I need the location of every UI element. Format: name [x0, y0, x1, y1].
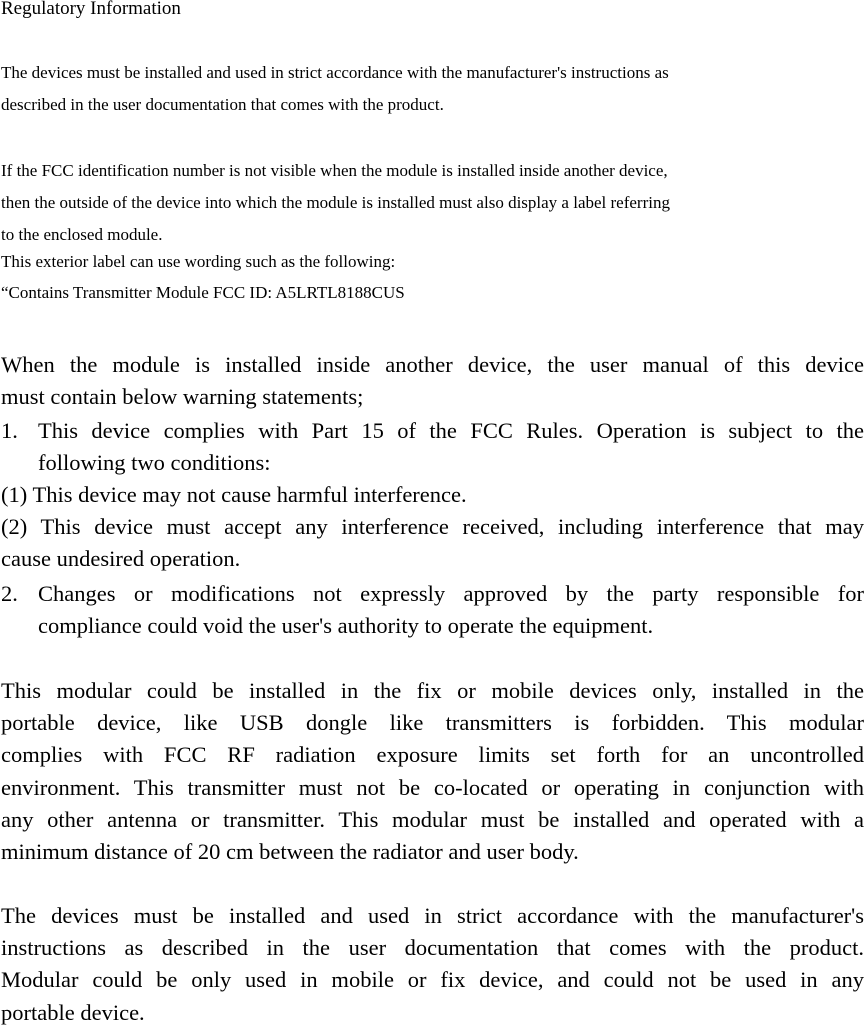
text-line: The devices must be installed and used in strict accordance with the manufacturer's: [1, 903, 864, 928]
text-line: The devices must be installed and used in strict accordance with the manufacturer's instructions as: [1, 63, 669, 82]
text-line: minimum distance of 20 cm between the radiator and user body.: [1, 839, 579, 865]
text-line: This exterior label can use wording such as the following:: [1, 252, 396, 271]
text-line: If the FCC identification number is not visible when the module is installed inside another device,: [1, 161, 668, 180]
text-line: must contain below warning statements;: [1, 384, 364, 410]
paragraph-instructions: [1, 57, 865, 121]
text-line: any other antenna or transmitter. This modular must be installed and operated with a: [1, 806, 864, 832]
warning-condition-1: [1, 479, 864, 511]
paragraph-final: [1, 900, 864, 1029]
text-line: When the module is installed inside another device, the user manual of this device: [1, 352, 864, 377]
text-line: portable device.: [1, 999, 145, 1025]
text-line: compliance could void the user's authority to operate the equipment.: [38, 613, 654, 639]
paragraph-fcc-label: [1, 155, 865, 309]
warning-intro: [1, 349, 864, 413]
text-line: Changes or modifications not expressly approved by the party responsible for: [38, 581, 864, 606]
text-line: portable device, like USB dongle like transmitters is forbidden. This modular: [1, 710, 864, 736]
text-line: cause undesired operation.: [1, 546, 241, 572]
text-line: following two conditions:: [38, 450, 271, 476]
text-line: complies with FCC RF radiation exposure limits set forth for an uncontrolled: [1, 742, 864, 768]
text-line: (1) This device may not cause harmful interference.: [1, 482, 467, 507]
text-line: (2) This device must accept any interference received, including interference that may: [1, 514, 864, 539]
text-line: Modular could be only used in mobile or fix device, and could not be used in any: [1, 967, 864, 993]
text-line: to the enclosed module.: [1, 225, 163, 244]
paragraph-modular: [1, 675, 864, 868]
list-number: 2.: [1, 581, 18, 606]
list-number: 1.: [1, 418, 18, 443]
text-line: then the outside of the device into which the module is installed must also display a label referring: [1, 193, 670, 212]
text-line: described in the user documentation that comes with the product.: [1, 95, 444, 114]
warning-condition-2: [1, 511, 864, 575]
text-line: environment. This transmitter must not be co-located or operating in conjunction with: [1, 774, 864, 800]
text-line: This modular could be installed in the fix or mobile devices only, installed in the: [1, 678, 864, 703]
text-line: instructions as described in the user documentation that comes with the product.: [1, 935, 864, 961]
fcc-id-line: “Contains Transmitter Module FCC ID: A5LRTL8188CUS: [1, 283, 405, 302]
text-line: This device complies with Part 15 of the FCC Rules. Operation is subject to the: [38, 418, 864, 443]
page-title: Regulatory Information: [1, 0, 181, 19]
